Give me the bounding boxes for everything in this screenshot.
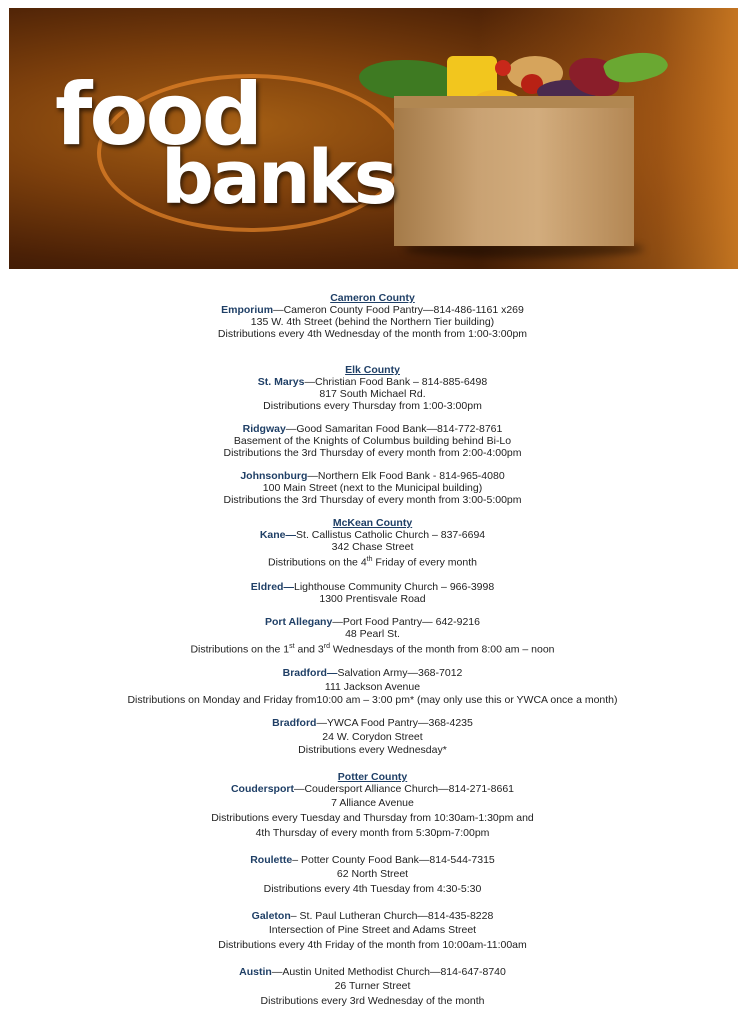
organization-phone: Good Samaritan Food Bank—814-772-8761 xyxy=(296,423,503,435)
schedule xyxy=(0,640,745,657)
list-item xyxy=(0,529,745,570)
list-item xyxy=(0,783,745,840)
organization-phone: Austin United Methodist Church—814-647-8740 xyxy=(282,966,506,978)
county-heading: Cameron County xyxy=(330,292,415,304)
separator: – xyxy=(292,854,301,866)
town-name: Bradford xyxy=(282,667,327,679)
county-section-potter xyxy=(0,771,745,1008)
organization-phone: Coudersport Alliance Church—814-271-8661 xyxy=(304,783,515,795)
list-item xyxy=(0,581,745,605)
organization-phone: Northern Elk Food Bank - 814-965-4080 xyxy=(317,470,505,482)
schedule: Distributions every Wednesday* xyxy=(298,744,447,756)
list-item xyxy=(0,423,745,459)
schedule-text: Friday of every month xyxy=(372,556,477,569)
town-name: Emporium xyxy=(221,304,274,316)
town-name: St. Marys xyxy=(257,376,305,388)
list-item xyxy=(0,304,745,340)
banner-title-banks: banks xyxy=(161,135,395,221)
organization-phone: Salvation Army—368-7012 xyxy=(337,667,463,679)
schedule: Distributions every 4th Tuesday from 4:30-5:30 xyxy=(263,883,482,895)
grocery-bag-image xyxy=(394,96,634,246)
schedule: 4th Thursday of every month from 5:30pm-7:00pm xyxy=(255,827,490,839)
address: Intersection of Pine Street and Adams Street xyxy=(268,924,477,936)
header-banner xyxy=(9,8,738,269)
list-item xyxy=(0,910,745,952)
list-item xyxy=(0,470,745,506)
schedule: Distributions every 4th Wednesday of the month from 1:00-3:00pm xyxy=(217,328,528,340)
separator: — xyxy=(304,376,315,388)
schedule: Distributions the 3rd Thursday of every month from 3:00-5:00pm xyxy=(223,494,522,506)
ordinal-suffix: th xyxy=(366,556,373,563)
separator: – xyxy=(290,910,300,922)
list-item xyxy=(0,854,745,896)
list-item xyxy=(0,966,745,1008)
schedule: Distributions every Tuesday and Thursday from 10:30am-1:30pm and xyxy=(211,812,534,824)
address: 26 Turner Street xyxy=(334,980,411,992)
town-name: Roulette xyxy=(250,854,293,866)
tomato-image xyxy=(495,60,511,76)
separator: — xyxy=(307,470,318,482)
schedule: Distributions every Thursday from 1:00-3:00pm xyxy=(263,400,482,412)
lettuce-image xyxy=(359,60,459,100)
address: 111 Jackson Avenue xyxy=(324,681,421,693)
schedule-text: Distributions on the 4 xyxy=(268,556,367,569)
county-section-elk xyxy=(0,364,745,506)
separator: — xyxy=(326,667,338,679)
town-name: Port Allegany xyxy=(265,615,333,628)
schedule: Distributions on Monday and Friday from10:00 am – 3:00 pm* (may only use this or YWCA once a month) xyxy=(127,694,618,706)
schedule: Distributions every 3rd Wednesday of the month xyxy=(260,995,485,1007)
town-name: Galeton xyxy=(251,910,291,922)
organization-phone: St. Paul Lutheran Church—814-435-8228 xyxy=(299,910,494,922)
county-heading: Elk County xyxy=(345,364,400,376)
schedule-text: Distributions on the 1 xyxy=(190,643,290,655)
county-section-mckean xyxy=(0,517,745,757)
address: 100 Main Street (next to the Municipal building) xyxy=(262,482,483,494)
address: Basement of the Knights of Columbus building behind Bi-Lo xyxy=(233,435,512,447)
town-name: Ridgway xyxy=(242,423,286,435)
organization-phone: YWCA Food Pantry—368-4235 xyxy=(326,717,473,729)
ordinal-suffix: rd xyxy=(323,642,330,650)
list-item xyxy=(0,667,745,706)
list-item xyxy=(0,376,745,412)
list-item xyxy=(0,616,745,657)
county-heading: McKean County xyxy=(332,517,413,529)
grocery-bag-fold xyxy=(394,96,634,108)
county-heading: Potter County xyxy=(337,771,408,783)
separator: — xyxy=(293,783,305,795)
address: 135 W. 4th Street (behind the Northern Tier building) xyxy=(250,316,495,328)
separator: — xyxy=(283,580,294,593)
address: 62 North Street xyxy=(336,868,409,880)
organization-phone: Port Food Pantry— 642-9216 xyxy=(342,615,480,628)
separator: — xyxy=(332,615,343,628)
organization-phone: Christian Food Bank – 814-885-6498 xyxy=(314,376,488,388)
schedule: Distributions the 3rd Thursday of every month from 2:00-4:00pm xyxy=(223,447,522,459)
town-name: Coudersport xyxy=(230,783,294,795)
schedule-text: and 3 xyxy=(294,643,324,655)
schedule-text: Wednesdays of the month from 8:00 am – noon xyxy=(330,643,555,655)
address: 7 Alliance Avenue xyxy=(331,797,414,809)
banner-title-food: food xyxy=(55,65,261,165)
separator: — xyxy=(271,966,283,978)
organization-phone: Potter County Food Bank—814-544-7315 xyxy=(300,854,495,866)
address: 48 Pearl St. xyxy=(345,627,400,640)
address: 817 South Michael Rd. xyxy=(319,388,426,400)
separator: — xyxy=(285,529,297,541)
schedule: Distributions every 4th Friday of the month from 10:00am-11:00am xyxy=(218,939,527,951)
address: 342 Chase Street xyxy=(331,541,414,553)
separator: — xyxy=(285,423,297,435)
address: 1300 Prentisvale Road xyxy=(319,592,426,605)
list-item xyxy=(0,717,745,757)
organization-phone: St. Callistus Catholic Church – 837-6694 xyxy=(296,529,486,541)
ordinal-suffix: st xyxy=(289,642,295,650)
organization-phone: Lighthouse Community Church – 966-3998 xyxy=(293,580,495,593)
town-name: Austin xyxy=(239,966,272,978)
town-name: Kane xyxy=(259,529,286,541)
address: 24 W. Corydon Street xyxy=(322,731,423,743)
county-section-cameron xyxy=(0,292,745,340)
separator: — xyxy=(316,717,327,729)
schedule xyxy=(0,553,745,570)
organization-phone: Cameron County Food Pantry—814-486-1161 x269 xyxy=(283,304,524,316)
separator: — xyxy=(273,304,284,316)
food-bank-listing xyxy=(0,292,745,1008)
town-name: Johnsonburg xyxy=(240,470,308,482)
town-name: Eldred xyxy=(250,580,284,593)
town-name: Bradford xyxy=(272,717,317,729)
